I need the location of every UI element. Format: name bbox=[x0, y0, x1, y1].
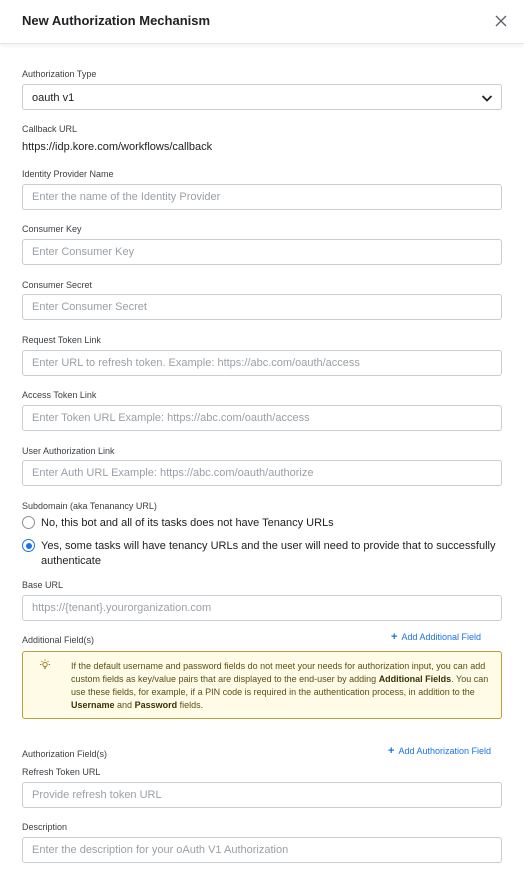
chevron-down-icon bbox=[481, 92, 493, 104]
idp-name-label: Identity Provider Name bbox=[22, 169, 114, 179]
subdomain-option-no[interactable] bbox=[22, 516, 502, 531]
consumer-secret-input[interactable] bbox=[22, 294, 502, 320]
callback-url-value: https://idp.kore.com/workflows/callback bbox=[22, 141, 213, 153]
consumer-key-input[interactable] bbox=[22, 239, 502, 265]
idp-name-input[interactable] bbox=[22, 184, 502, 210]
authorization-fields-label: Authorization Field(s) bbox=[22, 749, 108, 759]
description-input[interactable] bbox=[22, 837, 502, 863]
access-token-input[interactable] bbox=[22, 405, 502, 431]
add-additional-field-label: Add Additional Field bbox=[401, 632, 481, 642]
auth-type-label: Authorization Type bbox=[22, 69, 97, 79]
description-label: Description bbox=[22, 822, 68, 832]
radio-yes[interactable] bbox=[22, 539, 35, 552]
subdomain-option-no-label: No, this bot and all of its tasks does not have Tenancy URLs bbox=[41, 517, 334, 529]
request-token-label: Request Token Link bbox=[22, 335, 101, 345]
user-auth-label: User Authorization Link bbox=[22, 446, 115, 456]
consumer-key-label: Consumer Key bbox=[22, 224, 82, 234]
plus-icon: + bbox=[391, 631, 398, 643]
add-authorization-field-button[interactable] bbox=[388, 745, 491, 757]
access-token-label: Access Token Link bbox=[22, 390, 97, 400]
request-token-input[interactable] bbox=[22, 350, 502, 376]
user-auth-input[interactable] bbox=[22, 460, 502, 486]
radio-no[interactable] bbox=[22, 516, 35, 529]
auth-type-select[interactable] bbox=[22, 84, 502, 110]
add-additional-field-button[interactable] bbox=[391, 631, 481, 643]
consumer-secret-label: Consumer Secret bbox=[22, 280, 93, 290]
auth-type-value: oauth v1 bbox=[32, 92, 75, 104]
add-authorization-field-label: Add Authorization Field bbox=[398, 746, 491, 756]
callback-url-label: Callback URL bbox=[22, 124, 78, 134]
lightbulb-icon bbox=[39, 659, 51, 671]
base-url-input[interactable] bbox=[22, 595, 502, 621]
dialog-header bbox=[0, 0, 524, 44]
additional-fields-label: Additional Field(s) bbox=[22, 635, 95, 645]
subdomain-label: Subdomain (aka Tenanancy URL) bbox=[22, 501, 157, 511]
subdomain-option-yes-label: Yes, some tasks will have tenancy URLs and the user will need to provide that to successfully authenticate bbox=[41, 540, 496, 567]
additional-fields-info bbox=[22, 651, 502, 719]
close-icon[interactable] bbox=[494, 14, 508, 28]
refresh-token-input[interactable] bbox=[22, 782, 502, 808]
subdomain-option-yes[interactable] bbox=[22, 539, 502, 569]
base-url-label: Base URL bbox=[22, 580, 64, 590]
dialog-title: New Authorization Mechanism bbox=[22, 13, 211, 28]
refresh-token-label: Refresh Token URL bbox=[22, 767, 101, 777]
plus-icon: + bbox=[388, 745, 395, 757]
additional-fields-info-text: If the default username and password fields do not meet your needs for authorization input, you can add custom fields as key/value pairs that are displayed to the end-user by adding Additional Fields. You can use these fields, for example, if a PIN code is required in the authentication process, in addition to the Username and Password fields. bbox=[71, 661, 489, 710]
